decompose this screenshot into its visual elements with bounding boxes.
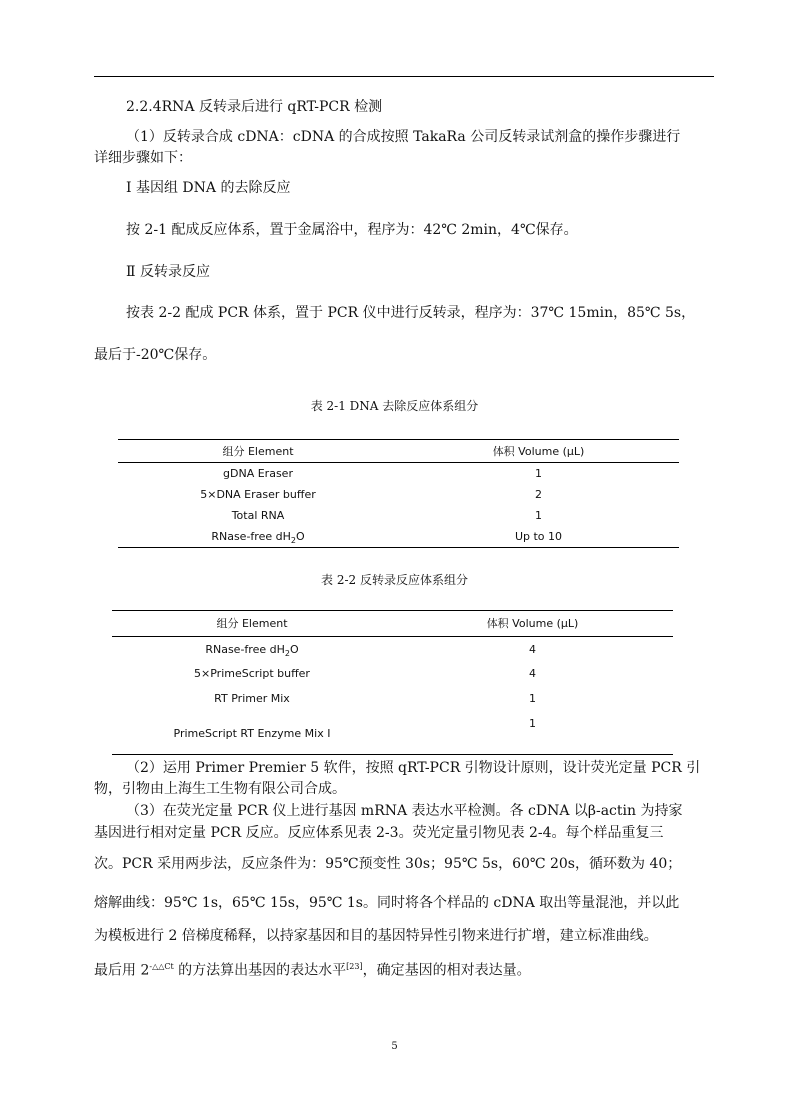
- subscript: 2: [290, 536, 296, 546]
- paragraph-3-line-3: 次。PCR 采用两步法，反应条件为：95℃预变性 30s；95℃ 5s，60℃ 20s，循环数为 40；: [94, 856, 682, 872]
- table-cell-text-suffix: O: [295, 530, 305, 543]
- table-1-caption: 表 2-1 DNA 去除反应体系组分: [310, 399, 479, 413]
- table-2-bottom-rule: [112, 754, 673, 755]
- step-1-label: Ⅰ 基因组 DNA 的去除反应: [126, 180, 291, 196]
- table-cell-text: RNase-free dH: [211, 530, 291, 543]
- table-row: gDNA Eraser: [223, 467, 293, 480]
- table-cell-value: 4: [529, 667, 536, 680]
- table-cell-value: 2: [535, 488, 542, 501]
- paragraph-1-line-1: （1）反转录合成 cDNA：cDNA 的合成按照 TakaRa 公司反转录试剂盒的操作步骤进行: [126, 129, 681, 145]
- section-heading: 2.2.4RNA 反转录后进行 qRT-PCR 检测: [126, 99, 383, 115]
- table-cell-value: Up to 10: [514, 530, 563, 543]
- table-2-top-rule: [112, 610, 673, 611]
- text-span: 最后用 2: [94, 962, 150, 979]
- citation-reference: [23]: [346, 962, 363, 971]
- text-span: ，确定基因的相对表达量。: [362, 962, 531, 979]
- table-cell-value: 1: [535, 509, 542, 522]
- table-row: 5×PrimeScript buffer: [194, 667, 310, 680]
- paragraph-3-line-1: （3）在荧光定量 PCR 仪上进行基因 mRNA 表达水平检测。各 cDNA 以β-actin 为持家: [126, 803, 683, 819]
- paragraph-3-line-2: 基因进行相对定量 PCR 反应。反应体系见表 2-3。荧光定量引物见表 2-4。每个样品重复三: [94, 825, 664, 841]
- table-1-bottom-rule: [118, 547, 679, 548]
- step-2-text-line-1: 按表 2-2 配成 PCR 体系，置于 PCR 仪中进行反转录，程序为：37℃ 15min，85℃ 5s，: [126, 305, 696, 321]
- text-span: 的方法算出基因的表达水平: [173, 962, 347, 979]
- paragraph-3-line-6: [94, 957, 531, 981]
- table-row: [112, 643, 392, 661]
- table-cell-value: 1: [529, 692, 536, 705]
- page-number: 5: [391, 1041, 398, 1052]
- superscript-exponent: -△△Ct: [149, 962, 174, 971]
- step-2-label: Ⅱ 反转录反应: [126, 264, 210, 280]
- paragraph-3-line-4: 熔解曲线：95℃ 1s，65℃ 15s，95℃ 1s。同时将各个样品的 cDNA 取出等量混池，并以此: [94, 895, 680, 911]
- table-cell-value: 1: [529, 717, 536, 730]
- table-cell-value: 1: [535, 467, 542, 480]
- table-row: RT Primer Mix: [214, 692, 290, 705]
- subscript: 2: [284, 649, 290, 659]
- paragraph-2-line-2: 物，引物由上海生工生物有限公司合成。: [94, 781, 346, 797]
- table-1-header-element: 组分 Element: [222, 445, 294, 458]
- table-row: PrimeScript RT Enzyme Mix Ⅰ: [173, 727, 331, 740]
- step-1-text: 按 2-1 配成反应体系，置于金属浴中，程序为：42℃ 2min，4℃保存。: [126, 222, 578, 238]
- table-2-header-rule: [112, 636, 673, 637]
- table-row: [118, 530, 398, 548]
- table-row: 5×DNA Eraser buffer: [200, 488, 316, 501]
- table-cell-text: RNase-free dH: [205, 643, 285, 656]
- table-cell-value: 4: [529, 643, 536, 656]
- table-1-header-rule: [118, 462, 679, 463]
- table-2-header-volume: 体积 Volume (μL): [486, 617, 579, 630]
- paragraph-1-line-2: 详细步骤如下：: [94, 150, 192, 166]
- table-2-header-element: 组分 Element: [216, 617, 288, 630]
- table-row: Total RNA: [231, 509, 285, 522]
- header-rule: [94, 76, 714, 77]
- table-2-caption: 表 2-2 反转录反应体系组分: [321, 573, 468, 587]
- table-1-header-volume: 体积 Volume (μL): [492, 445, 585, 458]
- table-1-top-rule: [118, 439, 679, 440]
- table-cell-text-suffix: O: [289, 643, 299, 656]
- paragraph-3-line-5: 为模板进行 2 倍梯度稀释，以持家基因和目的基因特异性引物来进行扩增，建立标准曲线。: [94, 928, 658, 944]
- step-2-text-line-2: 最后于-20℃保存。: [94, 347, 217, 363]
- paragraph-2-line-1: （2）运用 Primer Premier 5 软件，按照 qRT-PCR 引物设计原则，设计荧光定量 PCR 引: [126, 760, 701, 776]
